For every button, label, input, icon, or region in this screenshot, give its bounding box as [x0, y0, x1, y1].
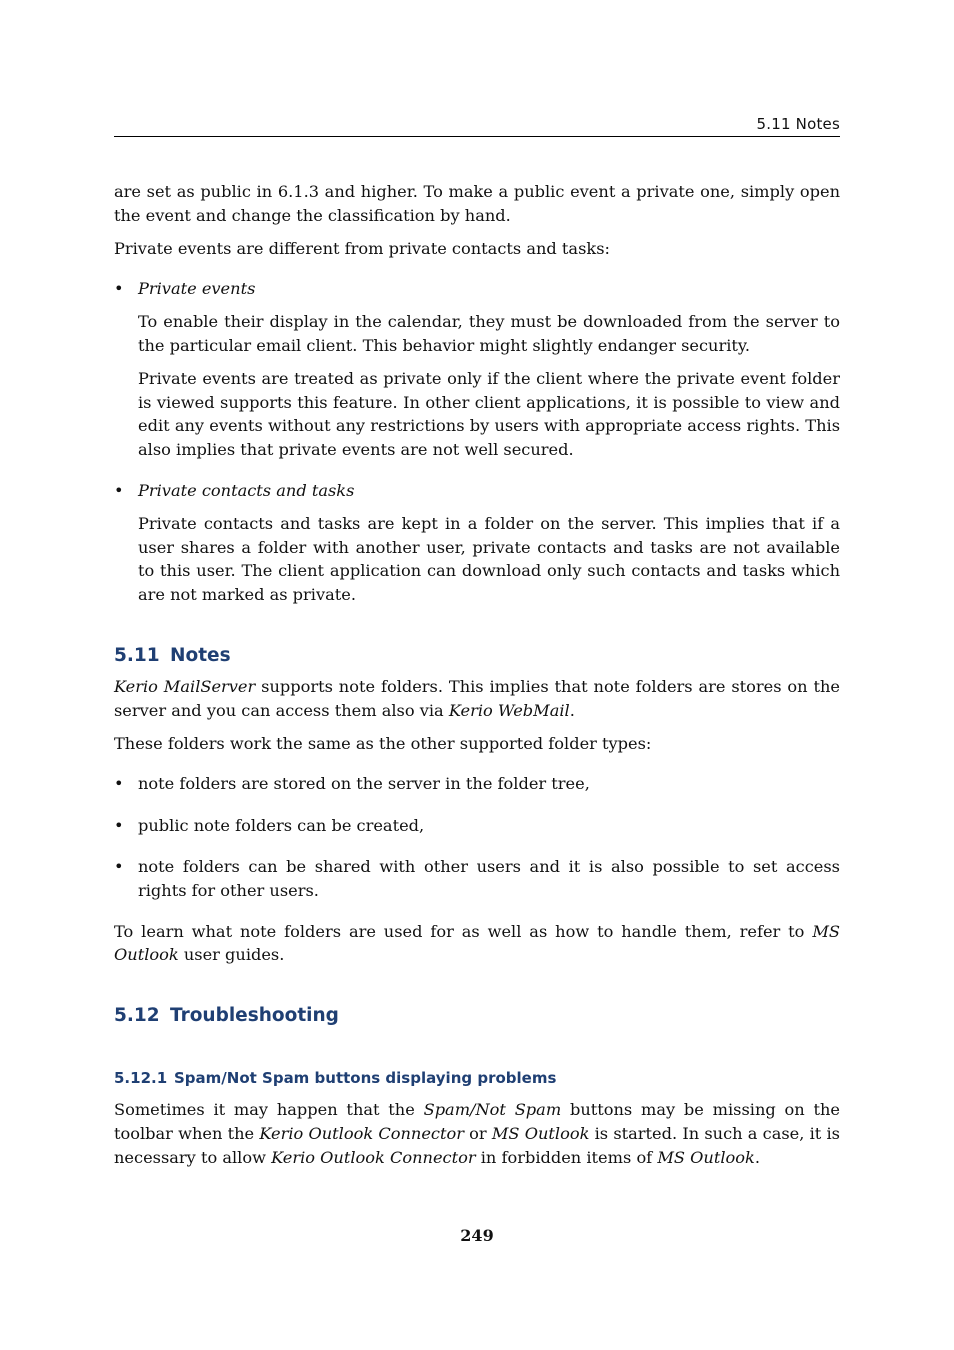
bullet-dot: • — [114, 816, 124, 836]
section-title: Notes — [170, 644, 231, 666]
private-events-body — [114, 310, 840, 462]
bullet-dot: • — [114, 856, 124, 876]
subsection-heading-spam-buttons — [114, 1068, 840, 1088]
intro-paragraph-1: are set as public in 6.1.3 and higher. To make a public event a private one, simply open the event and change the classification by hand. — [114, 182, 840, 225]
private-events-paragraph-2: Private events are treated as private only if the client where the private event folder is viewed supports this feature. In other client applications, it is possible to view and edit any events without any restrictions by users with appropriate access rights. This also implies that private events are not well secured. — [138, 368, 840, 460]
list-item-private-events — [114, 277, 840, 301]
section-heading-troubleshooting — [114, 1004, 840, 1028]
notes-paragraph-3: To learn what note folders are used for as well as how to handle them, refer to MS Outlook user guides. — [114, 921, 840, 965]
section-title: Troubleshooting — [170, 1005, 339, 1027]
bullet-dot: • — [114, 279, 124, 299]
section-number: 5.12 — [114, 1005, 160, 1027]
running-header: 5.11 Notes — [756, 115, 840, 133]
page-number: 249 — [460, 1226, 494, 1245]
bullet-dot: • — [114, 480, 124, 500]
troubleshooting-paragraph: Sometimes it may happen that the Spam/Not Spam buttons may be missing on the toolbar when the Kerio Outlook Connector or MS Outlook is started. In such a case, it is necessary to allow Kerio Outlook Connector in forbidden items of MS Outlook. — [114, 1100, 841, 1167]
list-item: • note folders are stored on the server in the folder tree, — [114, 772, 840, 796]
header-rule — [114, 136, 840, 137]
private-events-paragraph-1: To enable their display in the calendar, they must be downloaded from the server to the particular email client. This behavior might slightly endanger security. — [138, 312, 840, 355]
bullet-dot: • — [114, 774, 124, 794]
subsection-title: Spam/Not Spam buttons displaying problems — [174, 1069, 557, 1088]
section-number: 5.11 — [114, 644, 160, 666]
intro-paragraph-2: Private events are different from private contacts and tasks: — [114, 238, 610, 258]
subsection-number: 5.12.1 — [114, 1069, 168, 1088]
list-item: • public note folders can be created, — [114, 814, 840, 838]
list-item-title: Private contacts and tasks — [138, 480, 355, 500]
notes-paragraph-2: These folders work the same as the other supported folder types: — [114, 733, 652, 753]
private-contacts-paragraph-1: Private contacts and tasks are kept in a folder on the server. This implies that if a user shares a folder with another user, private contacts and tasks are not available to this user. The client application can download only such contacts and tasks which are not marked as private. — [138, 513, 840, 605]
list-item-title: Private events — [138, 279, 256, 299]
notes-paragraph-1: Kerio MailServer supports note folders. This implies that note folders are stores on the server and you can access them also via Kerio WebMail. — [114, 676, 840, 720]
list-item-private-contacts — [114, 479, 840, 503]
section-heading-notes — [114, 644, 840, 668]
page-body — [114, 180, 840, 1170]
private-contacts-body — [114, 512, 840, 607]
list-item: • note folders can be shared with other users and it is also possible to set access rights for other users. — [114, 856, 840, 900]
